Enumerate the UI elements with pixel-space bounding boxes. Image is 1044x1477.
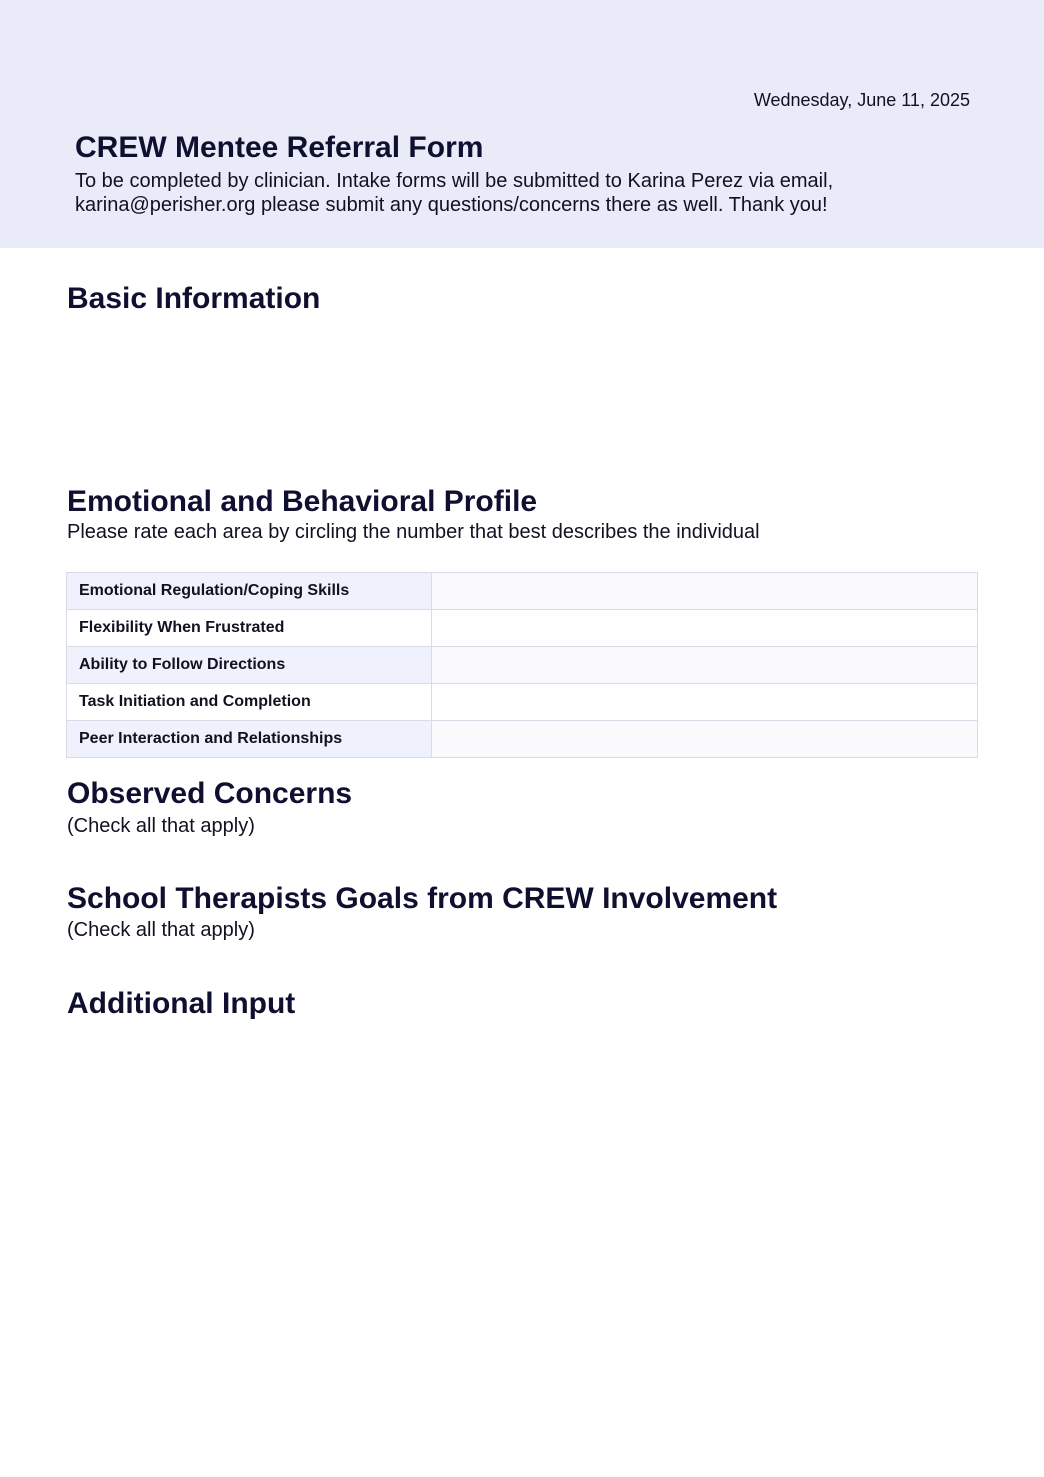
observed-concerns-heading: Observed Concerns [67, 777, 353, 810]
rating-label: Task Initiation and Completion [67, 684, 432, 721]
rating-label: Flexibility When Frustrated [67, 610, 432, 647]
rating-cell[interactable] [432, 684, 978, 721]
therapist-goals-heading: School Therapists Goals from CREW Involvement [67, 882, 778, 915]
rating-label: Peer Interaction and Relationships [67, 721, 432, 758]
form-header [0, 0, 1044, 248]
table-row [67, 647, 978, 684]
rating-table [66, 572, 978, 758]
emotional-profile-heading: Emotional and Behavioral Profile [67, 485, 538, 518]
emotional-profile-instructions: Please rate each area by circling the number that best describes the individual [67, 521, 760, 543]
table-row [67, 573, 978, 610]
observed-concerns-instructions: (Check all that apply) [67, 815, 255, 837]
rating-label: Emotional Regulation/Coping Skills [67, 573, 432, 610]
therapist-goals-instructions: (Check all that apply) [67, 919, 255, 941]
table-row [67, 684, 978, 721]
additional-input-heading: Additional Input [67, 987, 296, 1020]
rating-cell[interactable] [432, 721, 978, 758]
form-date: Wednesday, June 11, 2025 [753, 90, 970, 110]
rating-cell[interactable] [432, 647, 978, 684]
rating-cell[interactable] [432, 610, 978, 647]
rating-label: Ability to Follow Directions [67, 647, 432, 684]
table-row [67, 610, 978, 647]
rating-cell[interactable] [432, 573, 978, 610]
form-title: CREW Mentee Referral Form [75, 131, 484, 164]
form-intro: To be completed by clinician. Intake forms will be submitted to Karina Perez via email, karina@perisher.org please submit any questions/concerns there as well. Thank you! [75, 170, 834, 216]
table-row [67, 721, 978, 758]
basic-information-heading: Basic Information [67, 282, 321, 315]
